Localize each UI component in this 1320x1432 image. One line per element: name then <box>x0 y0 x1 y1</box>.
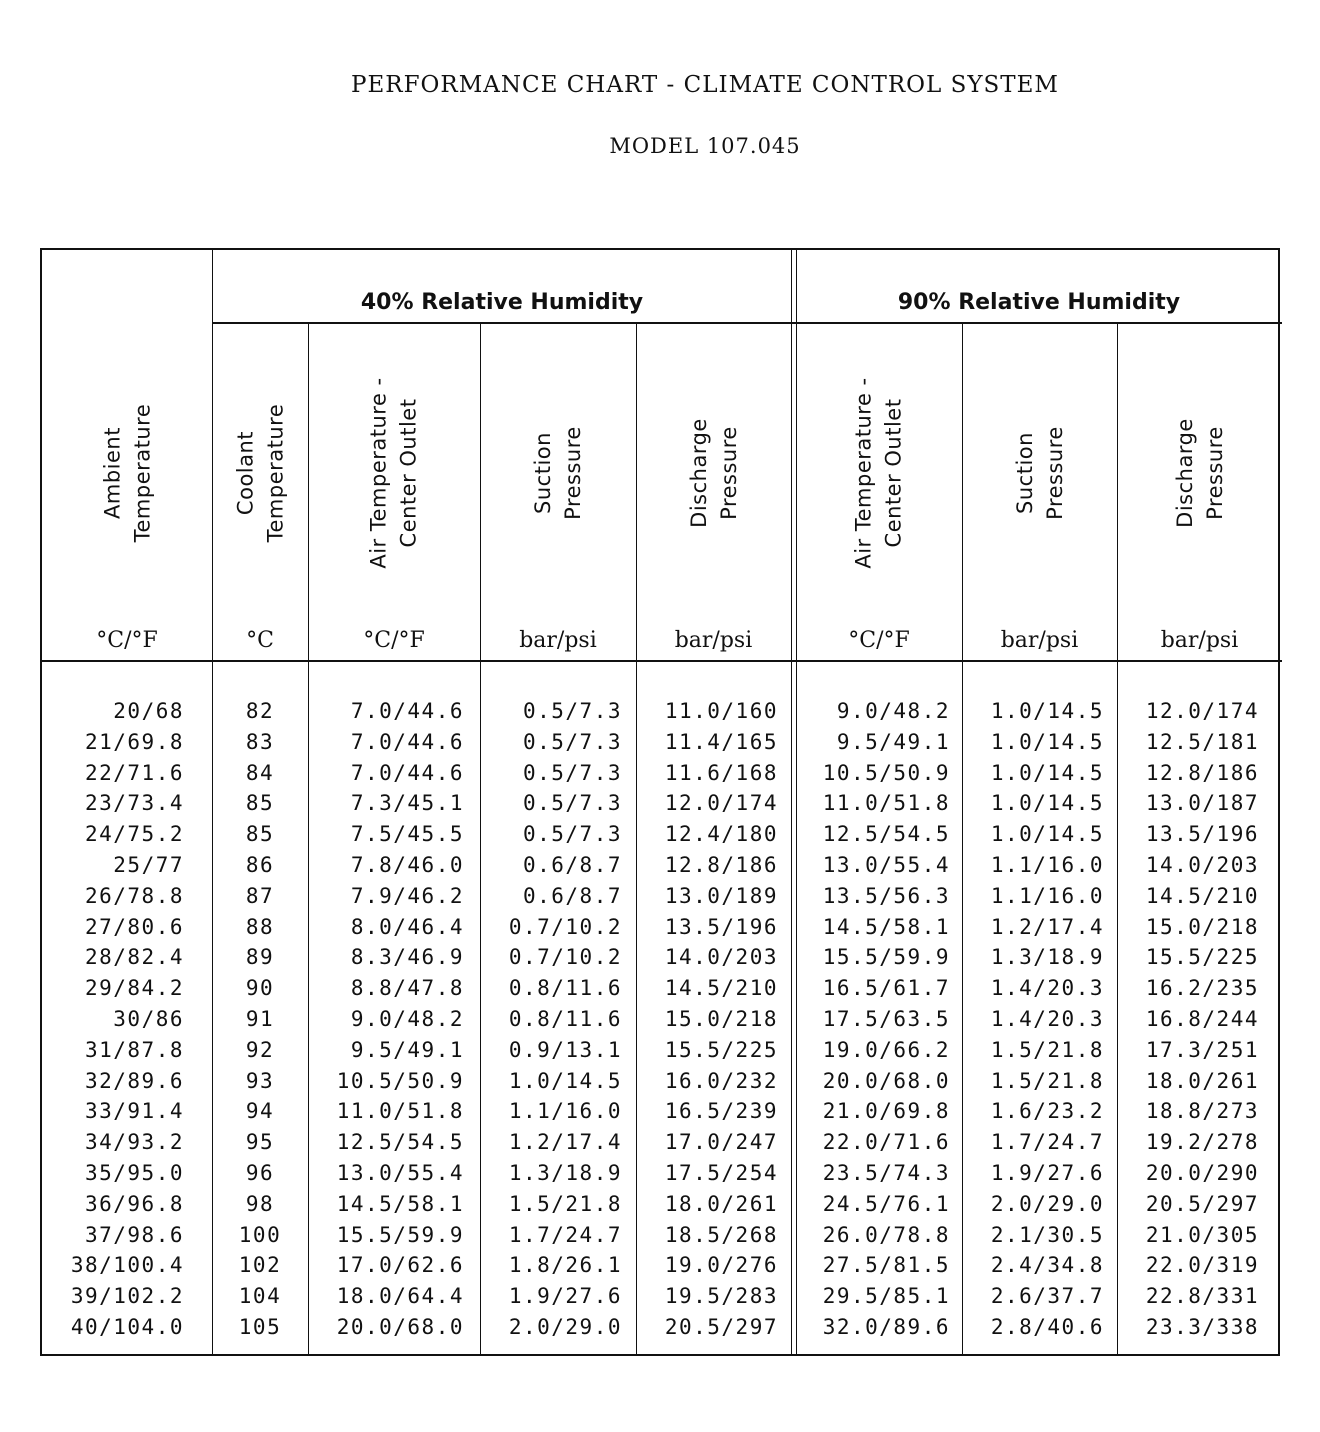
table-cell: 17.5/63.5 <box>822 1006 950 1031</box>
table-cell: 86 <box>245 852 275 877</box>
table-cell: 20.0/68.0 <box>822 1068 950 1093</box>
table-cell: 0.9/13.1 <box>508 1037 622 1062</box>
table-cell: 20/68 <box>113 699 184 723</box>
table-cell: 0.8/11.6 <box>508 1006 622 1031</box>
table-cell: 0.5/7.3 <box>522 699 622 723</box>
column-ambient <box>42 696 184 1343</box>
table-cell: 88 <box>245 914 275 939</box>
table-cell: 21/69.8 <box>84 729 184 754</box>
header-cell-discharge-40 <box>636 328 791 618</box>
header-discharge-40: Discharge Pressure <box>686 418 741 528</box>
table-cell: 0.8/11.6 <box>508 976 622 1001</box>
table-cell: 11.0/51.8 <box>822 791 950 816</box>
table-cell: 0.7/10.2 <box>508 914 622 939</box>
table-cell: 1.1/16.0 <box>990 883 1104 908</box>
table-cell: 11.4/165 <box>664 729 778 754</box>
table-cell: 29.5/85.1 <box>822 1284 950 1309</box>
header-cell-suction-90 <box>962 328 1117 618</box>
table-cell: 30/86 <box>113 1006 184 1031</box>
table-cell: 22.0/319 <box>1145 1253 1259 1278</box>
table-cell: 20.5/297 <box>1145 1191 1259 1216</box>
table-cell: 93 <box>245 1068 275 1093</box>
table-cell: 1.6/23.2 <box>990 1099 1104 1124</box>
unit-air-40: °C/°F <box>363 628 425 653</box>
table-cell: 12.5/181 <box>1145 729 1259 754</box>
table-cell: 24/75.2 <box>84 822 184 847</box>
table-cell: 38/100.4 <box>70 1253 184 1278</box>
table-cell: 1.8/26.1 <box>508 1253 622 1278</box>
table-cell: 1.0/14.5 <box>990 699 1104 723</box>
header-suction-90: Suction Pressure <box>1012 426 1067 520</box>
table-cell: 1.7/24.7 <box>990 1130 1104 1155</box>
unit-air-90: °C/°F <box>848 628 910 653</box>
column-air-90 <box>796 696 950 1343</box>
table-cell: 100 <box>238 1222 282 1247</box>
table-cell: 28/82.4 <box>84 945 184 970</box>
table-cell: 10.5/50.9 <box>822 760 950 785</box>
table-cell: 14.5/58.1 <box>822 914 950 939</box>
header-cell-air-90 <box>796 328 962 618</box>
table-cell: 32/89.6 <box>84 1068 184 1093</box>
table-cell: 85 <box>245 791 275 816</box>
table-cell: 16.8/244 <box>1145 1006 1259 1031</box>
table-cell: 1.0/14.5 <box>990 791 1104 816</box>
table-cell: 23.5/74.3 <box>822 1160 950 1185</box>
table-cell: 1.1/16.0 <box>508 1099 622 1124</box>
unit-coolant: °C <box>246 628 274 653</box>
table-cell: 15.5/59.9 <box>822 945 950 970</box>
table-cell: 1.5/21.8 <box>990 1068 1104 1093</box>
unit-suction-90: bar/psi <box>1000 628 1079 653</box>
table-cell: 16.5/61.7 <box>822 976 950 1001</box>
column-suction-90 <box>962 696 1104 1343</box>
table-cell: 82 <box>245 699 275 723</box>
header-air-40: Air Temperature - Center Outlet <box>367 377 422 569</box>
table-cell: 8.8/47.8 <box>350 976 464 1001</box>
table-cell: 12.0/174 <box>1145 699 1259 723</box>
table-cell: 83 <box>245 729 275 754</box>
table-cell: 35/95.0 <box>84 1160 184 1185</box>
table-cell: 1.5/21.8 <box>990 1037 1104 1062</box>
table-cell: 13.5/196 <box>1145 822 1259 847</box>
table-cell: 7.8/46.0 <box>350 852 464 877</box>
header-suction-40: Suction Pressure <box>530 426 585 520</box>
table-cell: 96 <box>245 1160 275 1185</box>
table-cell: 95 <box>245 1130 275 1155</box>
header-cell-suction-40 <box>480 328 636 618</box>
table-cell: 13.5/196 <box>664 914 778 939</box>
table-cell: 105 <box>238 1314 282 1339</box>
table-cell: 33/91.4 <box>84 1099 184 1124</box>
unit-discharge-90: bar/psi <box>1160 628 1239 653</box>
table-cell: 18.0/261 <box>1145 1068 1259 1093</box>
table-cell: 14.5/210 <box>664 976 778 1001</box>
table-cell: 7.9/46.2 <box>350 883 464 908</box>
table-cell: 1.1/16.0 <box>990 852 1104 877</box>
table-cell: 14.0/203 <box>1145 852 1259 877</box>
table-cell: 20.0/68.0 <box>336 1314 464 1339</box>
table-cell: 9.5/49.1 <box>350 1037 464 1062</box>
table-cell: 7.0/44.6 <box>350 699 464 723</box>
table-cell: 13.0/189 <box>664 883 778 908</box>
table-cell: 16.5/239 <box>664 1099 778 1124</box>
table-cell: 18.8/273 <box>1145 1099 1259 1124</box>
performance-table <box>40 248 1280 1356</box>
table-cell: 1.2/17.4 <box>508 1130 622 1155</box>
table-cell: 90 <box>245 976 275 1001</box>
table-cell: 12.5/54.5 <box>822 822 950 847</box>
table-cell: 29/84.2 <box>84 976 184 1001</box>
table-cell: 0.5/7.3 <box>522 729 622 754</box>
header-cell-discharge-90 <box>1117 328 1282 618</box>
table-cell: 40/104.0 <box>70 1314 184 1339</box>
table-cell: 22/71.6 <box>84 760 184 785</box>
header-cell-ambient <box>42 328 212 618</box>
table-cell: 31/87.8 <box>84 1037 184 1062</box>
table-cell: 15.5/59.9 <box>336 1222 464 1247</box>
table-cell: 17.3/251 <box>1145 1037 1259 1062</box>
table-cell: 12.8/186 <box>1145 760 1259 785</box>
table-cell: 14.5/210 <box>1145 883 1259 908</box>
table-cell: 11.0/160 <box>664 699 778 723</box>
table-cell: 34/93.2 <box>84 1130 184 1155</box>
table-cell: 92 <box>245 1037 275 1062</box>
table-cell: 12.4/180 <box>664 822 778 847</box>
header-ambient: Ambient Temperature <box>100 403 154 543</box>
table-cell: 1.9/27.6 <box>508 1284 622 1309</box>
table-cell: 16.0/232 <box>664 1068 778 1093</box>
table-cell: 0.6/8.7 <box>522 852 622 877</box>
header-coolant: Coolant Temperature <box>233 403 287 543</box>
column-air-40 <box>308 696 464 1343</box>
header-cell-coolant <box>212 328 308 618</box>
table-cell: 27/80.6 <box>84 914 184 939</box>
table-cell: 9.0/48.2 <box>350 1006 464 1031</box>
table-cell: 94 <box>245 1099 275 1124</box>
table-cell: 19.2/278 <box>1145 1130 1259 1155</box>
table-cell: 2.4/34.8 <box>990 1253 1104 1278</box>
table-cell: 1.5/21.8 <box>508 1191 622 1216</box>
table-cell: 23/73.4 <box>84 791 184 816</box>
table-cell: 9.0/48.2 <box>836 699 950 723</box>
table-cell: 15.5/225 <box>664 1037 778 1062</box>
table-cell: 102 <box>238 1253 282 1278</box>
table-cell: 23.3/338 <box>1145 1314 1259 1339</box>
table-cell: 15.0/218 <box>1145 914 1259 939</box>
table-cell: 84 <box>245 760 275 785</box>
table-cell: 0.5/7.3 <box>522 822 622 847</box>
table-cell: 21.0/69.8 <box>822 1099 950 1124</box>
header-air-90: Air Temperature - Center Outlet <box>852 377 907 569</box>
table-cell: 1.2/17.4 <box>990 914 1104 939</box>
table-cell: 1.0/14.5 <box>990 760 1104 785</box>
table-cell: 1.7/24.7 <box>508 1222 622 1247</box>
table-cell: 0.5/7.3 <box>522 760 622 785</box>
table-cell: 22.0/71.6 <box>822 1130 950 1155</box>
table-cell: 1.0/14.5 <box>990 822 1104 847</box>
table-cell: 1.3/18.9 <box>990 945 1104 970</box>
page-title: PERFORMANCE CHART - CLIMATE CONTROL SYSTEM <box>351 72 1059 98</box>
table-cell: 87 <box>245 883 275 908</box>
table-cell: 18.5/268 <box>664 1222 778 1247</box>
column-discharge-90 <box>1117 696 1259 1343</box>
table-cell: 1.0/14.5 <box>508 1068 622 1093</box>
table-cell: 39/102.2 <box>70 1284 184 1309</box>
unit-suction-40: bar/psi <box>519 628 597 653</box>
unit-ambient: °C/°F <box>96 628 158 653</box>
table-cell: 7.5/45.5 <box>350 822 464 847</box>
table-cell: 18.0/261 <box>664 1191 778 1216</box>
table-cell: 14.0/203 <box>664 945 778 970</box>
table-cell: 19.0/276 <box>664 1253 778 1278</box>
table-cell: 22.8/331 <box>1145 1284 1259 1309</box>
table-cell: 12.0/174 <box>664 791 778 816</box>
table-cell: 91 <box>245 1006 275 1031</box>
table-cell: 27.5/81.5 <box>822 1253 950 1278</box>
column-suction-40 <box>480 696 622 1343</box>
table-cell: 18.0/64.4 <box>336 1284 464 1309</box>
table-cell: 16.2/235 <box>1145 976 1259 1001</box>
table-cell: 13.0/55.4 <box>336 1160 464 1185</box>
table-cell: 104 <box>238 1284 282 1309</box>
table-cell: 2.6/37.7 <box>990 1284 1104 1309</box>
group-label-40-rh: 40% Relative Humidity <box>360 290 644 315</box>
table-cell: 36/96.8 <box>84 1191 184 1216</box>
unit-discharge-40: bar/psi <box>674 628 753 653</box>
model-number: MODEL 107.045 <box>609 134 801 158</box>
group-divider <box>791 250 792 1354</box>
table-cell: 7.0/44.6 <box>350 729 464 754</box>
table-cell: 2.1/30.5 <box>990 1222 1104 1247</box>
group-header-rule <box>212 322 1282 324</box>
table-cell: 14.5/58.1 <box>336 1191 464 1216</box>
table-cell: 17.0/62.6 <box>336 1253 464 1278</box>
table-cell: 19.5/283 <box>664 1284 778 1309</box>
table-cell: 26.0/78.8 <box>822 1222 950 1247</box>
table-cell: 12.5/54.5 <box>336 1130 464 1155</box>
table-cell: 0.6/8.7 <box>522 883 622 908</box>
table-cell: 21.0/305 <box>1145 1222 1259 1247</box>
table-cell: 7.0/44.6 <box>350 760 464 785</box>
table-cell: 12.8/186 <box>664 852 778 877</box>
table-cell: 15.0/218 <box>664 1006 778 1031</box>
table-cell: 17.0/247 <box>664 1130 778 1155</box>
table-cell: 17.5/254 <box>664 1160 778 1185</box>
table-cell: 1.0/14.5 <box>990 729 1104 754</box>
table-cell: 9.5/49.1 <box>836 729 950 754</box>
table-cell: 85 <box>245 822 275 847</box>
table-cell: 89 <box>245 945 275 970</box>
table-cell: 1.4/20.3 <box>990 976 1104 1001</box>
table-cell: 15.5/225 <box>1145 945 1259 970</box>
column-coolant <box>212 696 308 1343</box>
table-cell: 2.0/29.0 <box>508 1314 622 1339</box>
table-cell: 0.5/7.3 <box>522 791 622 816</box>
table-cell: 20.0/290 <box>1145 1160 1259 1185</box>
table-cell: 20.5/297 <box>664 1314 778 1339</box>
table-cell: 1.3/18.9 <box>508 1160 622 1185</box>
table-cell: 13.0/187 <box>1145 791 1259 816</box>
table-cell: 8.3/46.9 <box>350 945 464 970</box>
table-cell: 2.0/29.0 <box>990 1191 1104 1216</box>
table-cell: 19.0/66.2 <box>822 1037 950 1062</box>
column-discharge-40 <box>636 696 778 1343</box>
table-cell: 11.0/51.8 <box>336 1099 464 1124</box>
group-label-90-rh: 90% Relative Humidity <box>897 290 1181 315</box>
table-cell: 11.6/168 <box>664 760 778 785</box>
header-discharge-90: Discharge Pressure <box>1172 418 1227 528</box>
table-cell: 2.8/40.6 <box>990 1314 1104 1339</box>
table-cell: 25/77 <box>113 852 184 877</box>
header-rule <box>42 660 1282 662</box>
header-cell-air-40 <box>308 328 480 618</box>
table-cell: 10.5/50.9 <box>336 1068 464 1093</box>
table-cell: 13.0/55.4 <box>822 852 950 877</box>
table-cell: 0.7/10.2 <box>508 945 622 970</box>
table-cell: 1.4/20.3 <box>990 1006 1104 1031</box>
table-cell: 37/98.6 <box>84 1222 184 1247</box>
table-cell: 98 <box>245 1191 275 1216</box>
table-cell: 26/78.8 <box>84 883 184 908</box>
table-cell: 24.5/76.1 <box>822 1191 950 1216</box>
table-cell: 13.5/56.3 <box>822 883 950 908</box>
table-cell: 32.0/89.6 <box>822 1314 950 1339</box>
table-cell: 1.9/27.6 <box>990 1160 1104 1185</box>
table-cell: 8.0/46.4 <box>350 914 464 939</box>
table-cell: 7.3/45.1 <box>350 791 464 816</box>
